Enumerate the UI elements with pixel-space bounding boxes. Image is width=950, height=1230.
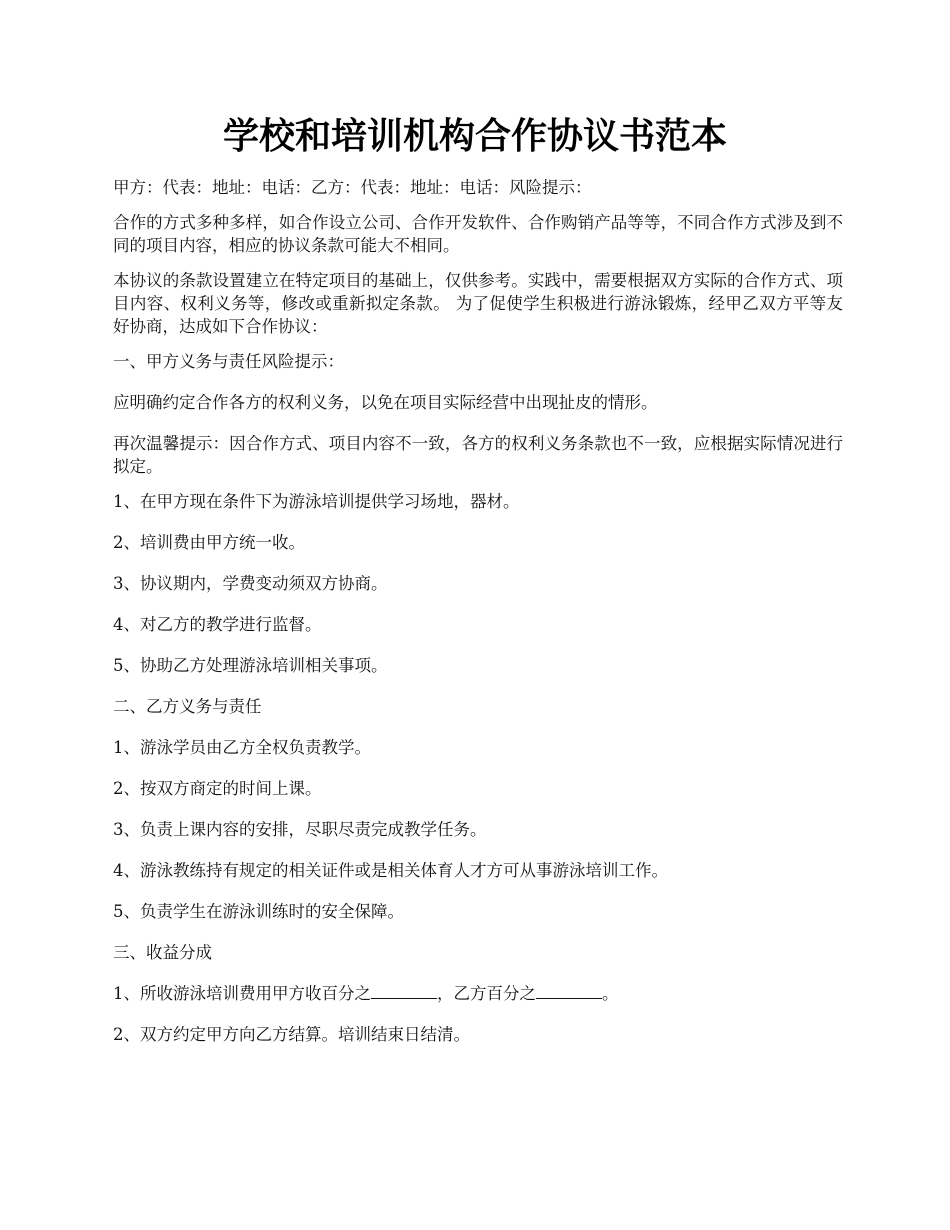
party-a-item: 3、协议期内，学费变动须双方协商。 (113, 574, 388, 593)
intro-paragraph-terms-note: 本协议的条款设置建立在特定项目的基础上，仅供参考。实践中，需要根据双方实际的合作方式、项目内容、权利义务等，修改或重新拟定条款。 为了促使学生积极进行游泳锻炼，经甲乙双方平等友好协商，达成如下合作协议： (113, 271, 843, 336)
party-b-item: 1、游泳学员由乙方全权负责教学。 (113, 738, 371, 757)
party-b-item: 4、游泳教练持有规定的相关证件或是相关体育人才方可从事游泳培训工作。 (113, 861, 668, 880)
section-heading-revenue: 三、收益分成 (113, 943, 212, 962)
party-info-line: 甲方：代表：地址：电话：乙方：代表：地址：电话：风险提示： (113, 178, 592, 197)
party-b-item: 5、负责学生在游泳训练时的安全保障。 (113, 902, 404, 921)
revenue-clause (113, 982, 843, 1005)
settlement-clause: 2、双方约定甲方向乙方结算。培训结束日结清。 (113, 1025, 470, 1044)
document-body (113, 176, 843, 1064)
revenue-clause-text: ，乙方百分之 (437, 984, 536, 1003)
risk-note-rights: 应明确约定合作各方的权利义务，以免在项目实际经营中出现扯皮的情形。 (113, 393, 658, 412)
revenue-clause-text: 1、所收游泳培训费用甲方收百分之 (113, 984, 371, 1003)
party-a-item: 4、对乙方的教学进行监督。 (113, 615, 322, 634)
party-b-item: 3、负责上课内容的安排，尽职尽责完成教学任务。 (113, 820, 487, 839)
party-b-percent-blank (536, 984, 602, 999)
party-a-percent-blank (371, 984, 437, 999)
party-b-item: 2、按双方商定的时间上课。 (113, 779, 322, 798)
intro-paragraph-cooperation-types: 合作的方式多种多样，如合作设立公司、合作开发软件、合作购销产品等等，不同合作方式涉及到不同的项目内容，相应的协议条款可能大不相同。 (113, 213, 843, 255)
party-a-item: 5、协助乙方处理游泳培训相关事项。 (113, 656, 388, 675)
risk-note-reminder: 再次温馨提示：因合作方式、项目内容不一致，各方的权利义务条款也不一致，应根据实际情况进行拟定。 (113, 434, 843, 476)
document-title: 学校和培训机构合作协议书范本 (222, 115, 727, 157)
party-a-item: 1、在甲方现在条件下为游泳培训提供学习场地，器材。 (113, 492, 520, 511)
section-heading-party-b: 二、乙方义务与责任 (113, 697, 262, 716)
revenue-clause-text: 。 (602, 984, 619, 1003)
party-a-item: 2、培训费由甲方统一收。 (113, 533, 305, 552)
section-heading-party-a: 一、甲方义务与责任风险提示： (113, 352, 344, 371)
